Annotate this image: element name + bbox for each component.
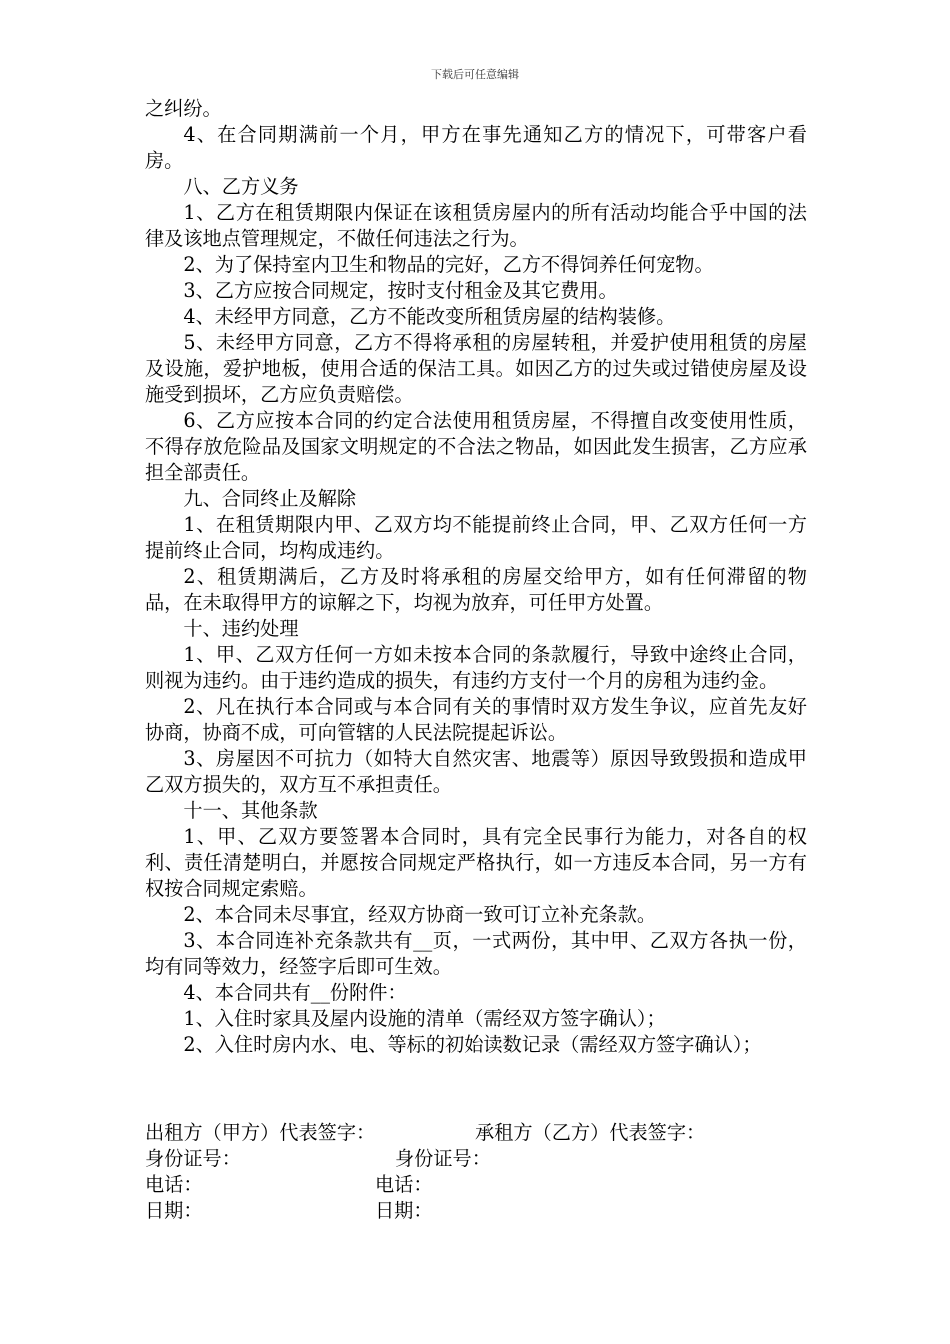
signature-row: [145, 1120, 807, 1146]
tenant-phone-label: 电话：: [375, 1173, 433, 1196]
paragraph: 2、本合同未尽事宜，经双方协商一致可订立补充条款。: [183, 903, 657, 926]
paragraph: 3、房屋因不可抗力（如特大自然灾害、地震等）原因导致毁损和造成甲乙双方损失的，双方互不承担责任。: [145, 747, 807, 796]
paragraph: 2、凡在执行本合同或与本合同有关的事情时双方发生争议，应首先友好协商，协商不成，可向管辖的人民法院提起诉讼。: [145, 695, 807, 744]
paragraph: 4、未经甲方同意，乙方不能改变所租赁房屋的结构装修。: [183, 305, 676, 328]
paragraph: 4、本合同共有__份附件：: [183, 981, 407, 1004]
paragraph: 1、乙方在租赁期限内保证在该租赁房屋内的所有活动均能合乎中国的法律及该地点管理规定，不做任何违法之行为。: [145, 201, 807, 250]
section-heading: 十一、其他条款: [183, 799, 318, 822]
landlord-id-label: 身份证号：: [145, 1147, 241, 1170]
paragraph: 6、乙方应按本合同的约定合法使用租赁房屋，不得擅自改变使用性质，不得存放危险品及国家文明规定的不合法之物品，如因此发生损害，乙方应承担全部责任。: [145, 409, 807, 484]
landlord-phone-label: 电话：: [145, 1173, 203, 1196]
paragraph: 2、入住时房内水、电、等标的初始读数记录（需经双方签字确认）；: [183, 1033, 762, 1056]
page-header: 下载后可任意编辑: [431, 68, 519, 81]
signature-block: [145, 1120, 807, 1224]
tenant-date-label: 日期：: [375, 1199, 433, 1222]
paragraph: 4、在合同期满前一个月，甲方在事先通知乙方的情况下，可带客户看房。: [145, 123, 807, 172]
paragraph: 1、甲、乙双方任何一方如未按本合同的条款履行，导致中途终止合同，则视为违约。由于违约造成的损失，有违约方支付一个月的房租为违约金。: [145, 643, 807, 692]
paragraph: 1、在租赁期限内甲、乙双方均不能提前终止合同，甲、乙双方任何一方提前终止合同，均构成违约。: [145, 513, 807, 562]
phone-row: [145, 1172, 807, 1198]
landlord-date-label: 日期：: [145, 1199, 203, 1222]
paragraph: 1、入住时家具及屋内设施的清单（需经双方签字确认）；: [183, 1007, 666, 1030]
paragraph: 2、为了保持室内卫生和物品的完好，乙方不得饲养任何宠物。: [183, 253, 714, 276]
paragraph: 3、本合同连补充条款共有__页，一式两份，其中甲、乙双方各执一份，均有同等效力，经签字后即可生效。: [145, 929, 807, 978]
section-heading: 八、乙方义务: [183, 175, 299, 198]
date-row: [145, 1198, 807, 1224]
id-row: [145, 1146, 807, 1172]
tenant-id-label: 身份证号：: [395, 1147, 491, 1170]
paragraph: 5、未经甲方同意，乙方不得将承租的房屋转租，并爱护使用租赁的房屋及设施，爱护地板，使用合适的保洁工具。如因乙方的过失或过错使房屋及设施受到损坏，乙方应负责赔偿。: [145, 331, 807, 406]
paragraph: 之纠纷。: [145, 97, 222, 120]
paragraph: 3、乙方应按合同规定，按时支付租金及其它费用。: [183, 279, 618, 302]
contract-body: [145, 96, 807, 1058]
section-heading: 十、违约处理: [183, 617, 299, 640]
tenant-signature-label: 承租方（乙方）代表签字：: [475, 1121, 706, 1144]
paragraph: 2、租赁期满后，乙方及时将承租的房屋交给甲方，如有任何滞留的物品，在未取得甲方的谅解之下，均视为放弃，可任甲方处置。: [145, 565, 807, 614]
section-heading: 九、合同终止及解除: [183, 487, 357, 510]
landlord-signature-label: 出租方（甲方）代表签字：: [145, 1121, 376, 1144]
paragraph: 1、甲、乙双方要签署本合同时，具有完全民事行为能力，对各自的权利、责任清楚明白，并愿按合同规定严格执行，如一方违反本合同，另一方有权按合同规定索赔。: [145, 825, 807, 900]
